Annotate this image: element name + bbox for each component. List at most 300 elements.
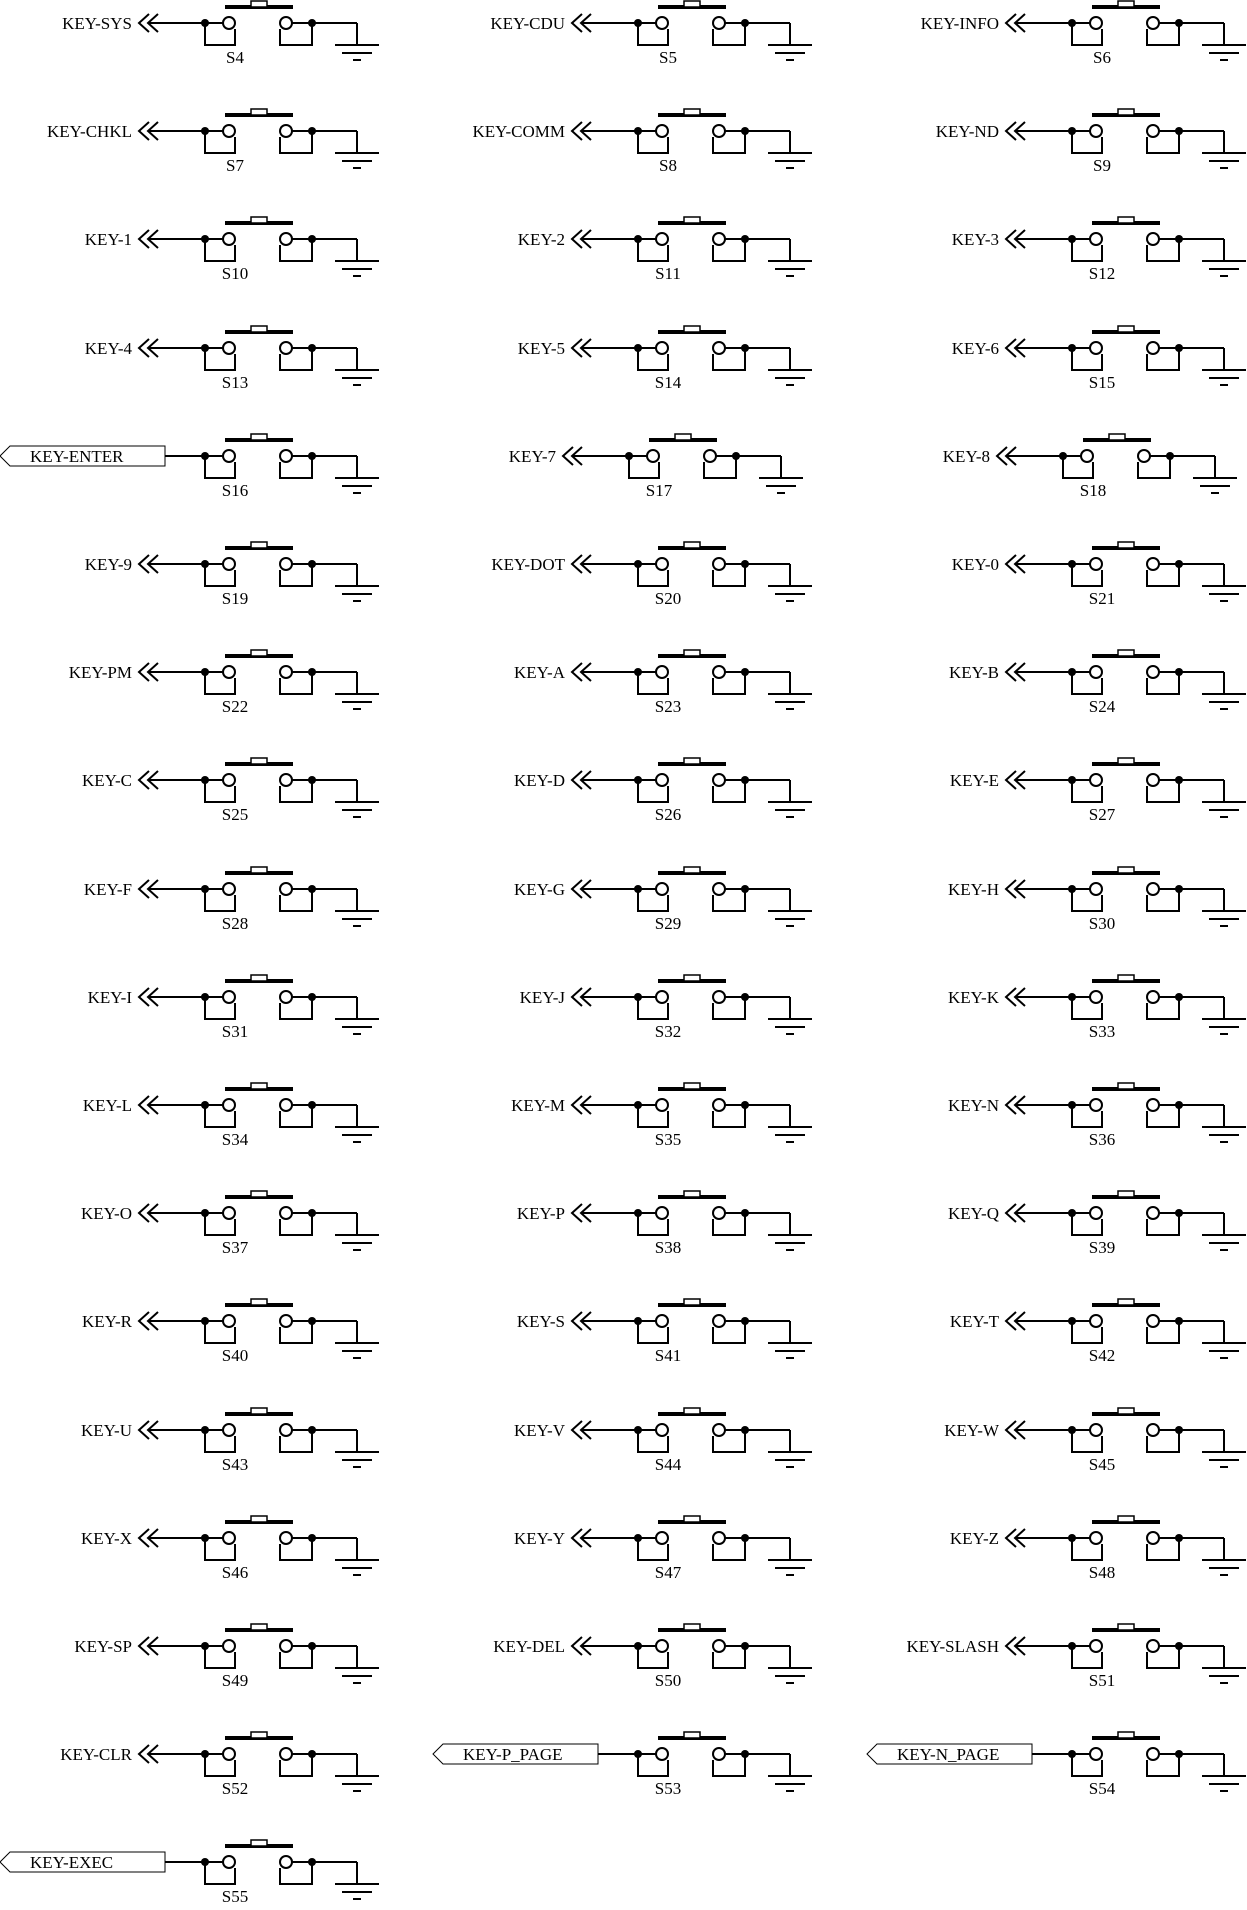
junction-dot <box>1175 668 1183 676</box>
ref-designator: S35 <box>654 1130 682 1149</box>
contact-icon <box>280 1315 292 1327</box>
actuator-button <box>684 1732 700 1738</box>
net-label: KEY-H <box>948 880 999 899</box>
ref-designator: S18 <box>1079 481 1107 500</box>
contact-icon <box>656 1748 668 1760</box>
ref-designator: S46 <box>221 1563 249 1582</box>
net-label: KEY-CDU <box>490 14 565 33</box>
contact-icon <box>280 666 292 678</box>
net-label: KEY-SP <box>74 1637 132 1656</box>
net-label: KEY-ND <box>935 122 999 141</box>
switch-s7[interactable] <box>47 109 379 175</box>
switch-s31[interactable] <box>88 975 379 1041</box>
ref-designator: S41 <box>654 1346 682 1365</box>
actuator-button <box>684 1408 700 1414</box>
junction-dot <box>308 1101 316 1109</box>
junction-dot <box>308 1426 316 1434</box>
contact-icon <box>223 991 235 1003</box>
contact-icon <box>1147 342 1159 354</box>
net-label: KEY-COMM <box>472 122 565 141</box>
contact-icon <box>223 558 235 570</box>
actuator-button <box>251 1732 267 1738</box>
switch-s22[interactable] <box>69 650 379 716</box>
net-label: KEY-INFO <box>920 14 999 33</box>
contact-icon <box>223 1315 235 1327</box>
junction-dot <box>308 452 316 460</box>
switch-s49[interactable] <box>74 1624 379 1690</box>
junction-dot <box>1175 885 1183 893</box>
contact-icon <box>656 991 668 1003</box>
contact-icon <box>1090 991 1102 1003</box>
net-label: KEY-E <box>949 771 999 790</box>
contact-icon <box>713 991 725 1003</box>
switch-s40[interactable] <box>82 1299 379 1365</box>
actuator-button <box>1118 217 1134 223</box>
contact-icon <box>1090 1315 1102 1327</box>
junction-dot <box>741 1750 749 1758</box>
contact-icon <box>1090 1207 1102 1219</box>
contact-icon <box>1147 883 1159 895</box>
contact-icon <box>713 233 725 245</box>
contact-icon <box>223 1207 235 1219</box>
ref-designator: S12 <box>1088 264 1116 283</box>
net-label: KEY-T <box>949 1312 999 1331</box>
ref-designator: S27 <box>1088 805 1116 824</box>
contact-icon <box>656 233 668 245</box>
switch-s50[interactable] <box>493 1624 812 1690</box>
ref-designator: S48 <box>1088 1563 1116 1582</box>
ref-designator: S51 <box>1088 1671 1116 1690</box>
contact-icon <box>280 1640 292 1652</box>
net-label: KEY-Z <box>949 1529 999 1548</box>
contact-icon <box>223 1748 235 1760</box>
actuator-button <box>1118 1299 1134 1305</box>
net-label: KEY-9 <box>84 555 132 574</box>
junction-dot <box>308 127 316 135</box>
net-label: KEY-SLASH <box>906 1637 999 1656</box>
contact-icon <box>223 17 235 29</box>
junction-dot <box>741 1209 749 1217</box>
ref-designator: S52 <box>221 1779 249 1798</box>
actuator-button <box>684 542 700 548</box>
switch-s36[interactable] <box>948 1083 1246 1149</box>
contact-icon <box>656 125 668 137</box>
ref-designator: S8 <box>659 156 677 175</box>
switch-s30[interactable] <box>948 867 1246 933</box>
switch-s52[interactable] <box>60 1732 379 1798</box>
contact-icon <box>1090 774 1102 786</box>
net-label: KEY-A <box>514 663 565 682</box>
ref-designator: S24 <box>1088 697 1116 716</box>
switch-s47[interactable] <box>514 1516 812 1582</box>
junction-dot <box>308 993 316 1001</box>
net-label: KEY-R <box>81 1312 132 1331</box>
ref-designator: S29 <box>654 914 682 933</box>
actuator-button <box>684 326 700 332</box>
net-label: KEY-N <box>948 1096 999 1115</box>
actuator-button <box>1118 542 1134 548</box>
ref-designator: S53 <box>654 1779 682 1798</box>
switch-s27[interactable] <box>950 758 1246 824</box>
switch-s51[interactable] <box>906 1624 1246 1690</box>
actuator-button <box>251 217 267 223</box>
contact-icon <box>1090 125 1102 137</box>
junction-dot <box>308 1750 316 1758</box>
contact-icon <box>223 1640 235 1652</box>
contact-icon <box>1081 450 1093 462</box>
net-label: KEY-7 <box>508 447 556 466</box>
switch-s15[interactable] <box>952 326 1246 392</box>
actuator-button <box>1118 1732 1134 1738</box>
contact-icon <box>656 342 668 354</box>
actuator-button <box>251 326 267 332</box>
junction-dot <box>308 668 316 676</box>
switch-s25[interactable] <box>82 758 379 824</box>
ref-designator: S31 <box>221 1022 249 1041</box>
switch-s24[interactable] <box>949 650 1246 716</box>
net-label: KEY-P_PAGE <box>463 1745 563 1764</box>
contact-icon <box>713 666 725 678</box>
junction-dot <box>741 560 749 568</box>
contact-icon <box>223 342 235 354</box>
switch-s41[interactable] <box>517 1299 812 1365</box>
junction-dot <box>741 344 749 352</box>
ref-designator: S40 <box>221 1346 249 1365</box>
net-label: KEY-4 <box>84 339 132 358</box>
ref-designator: S49 <box>221 1671 249 1690</box>
actuator-button <box>684 1083 700 1089</box>
net-label: KEY-S <box>516 1312 565 1331</box>
ref-designator: S19 <box>221 589 249 608</box>
contact-icon <box>713 1424 725 1436</box>
ref-designator: S42 <box>1088 1346 1116 1365</box>
switch-s32[interactable] <box>520 975 812 1041</box>
switch-s19[interactable] <box>85 542 379 608</box>
ref-designator: S34 <box>221 1130 249 1149</box>
contact-icon <box>1090 1424 1102 1436</box>
switch-s35[interactable] <box>511 1083 812 1149</box>
actuator-button <box>684 975 700 981</box>
actuator-button <box>675 434 691 440</box>
junction-dot <box>1175 1534 1183 1542</box>
switch-s4[interactable] <box>62 1 379 67</box>
ref-designator: S13 <box>221 373 249 392</box>
junction-dot <box>741 235 749 243</box>
junction-dot <box>732 452 740 460</box>
junction-dot <box>741 668 749 676</box>
actuator-button <box>1118 975 1134 981</box>
junction-dot <box>1175 1209 1183 1217</box>
contact-icon <box>280 991 292 1003</box>
contact-icon <box>713 125 725 137</box>
contact-icon <box>223 883 235 895</box>
switch-s20[interactable] <box>491 542 812 608</box>
junction-dot <box>308 1317 316 1325</box>
switch-s9[interactable] <box>936 109 1246 175</box>
net-label: KEY-C <box>81 771 132 790</box>
contact-icon <box>713 342 725 354</box>
junction-dot <box>308 776 316 784</box>
ref-designator: S4 <box>226 48 244 67</box>
contact-icon <box>280 1099 292 1111</box>
actuator-button <box>684 1624 700 1630</box>
contact-icon <box>656 558 668 570</box>
junction-dot <box>741 1101 749 1109</box>
net-label: KEY-V <box>514 1421 565 1440</box>
switch-s13[interactable] <box>85 326 379 392</box>
contact-icon <box>223 1424 235 1436</box>
ref-designator: S33 <box>1088 1022 1116 1041</box>
contact-icon <box>1147 558 1159 570</box>
junction-dot <box>1166 452 1174 460</box>
actuator-button <box>251 975 267 981</box>
contact-icon <box>280 17 292 29</box>
contact-icon <box>1090 883 1102 895</box>
contact-icon <box>223 774 235 786</box>
contact-icon <box>280 342 292 354</box>
contact-icon <box>1147 1424 1159 1436</box>
actuator-button <box>1118 1 1134 7</box>
ref-designator: S17 <box>645 481 673 500</box>
actuator-button <box>1109 434 1125 440</box>
switch-s46[interactable] <box>81 1516 379 1582</box>
contact-icon <box>1147 1315 1159 1327</box>
actuator-button <box>1118 1624 1134 1630</box>
net-label: KEY-SYS <box>62 14 132 33</box>
contact-icon <box>280 1424 292 1436</box>
net-label: KEY-2 <box>517 230 565 249</box>
junction-dot <box>1175 1317 1183 1325</box>
contact-icon <box>1090 558 1102 570</box>
actuator-button <box>251 1191 267 1197</box>
contact-icon <box>713 774 725 786</box>
switch-s37[interactable] <box>81 1191 379 1257</box>
contact-icon <box>713 1207 725 1219</box>
actuator-button <box>1118 1408 1134 1414</box>
junction-dot <box>308 1642 316 1650</box>
junction-dot <box>1175 19 1183 27</box>
contact-icon <box>1147 1640 1159 1652</box>
switch-s54[interactable] <box>867 1732 1246 1798</box>
net-label: KEY-O <box>81 1204 132 1223</box>
ref-designator: S11 <box>655 264 681 283</box>
contact-icon <box>656 666 668 678</box>
contact-icon <box>1090 1532 1102 1544</box>
actuator-button <box>251 1408 267 1414</box>
actuator-button <box>251 1083 267 1089</box>
ref-designator: S47 <box>654 1563 682 1582</box>
contact-icon <box>713 1640 725 1652</box>
switch-s23[interactable] <box>514 650 812 716</box>
junction-dot <box>308 1209 316 1217</box>
contact-icon <box>223 450 235 462</box>
net-label: KEY-ENTER <box>30 447 124 466</box>
actuator-button <box>684 1191 700 1197</box>
actuator-button <box>1118 758 1134 764</box>
net-label: KEY-L <box>82 1096 132 1115</box>
junction-dot <box>308 560 316 568</box>
net-label: KEY-0 <box>951 555 999 574</box>
contact-icon <box>1147 1532 1159 1544</box>
ref-designator: S36 <box>1088 1130 1116 1149</box>
actuator-button <box>251 1840 267 1846</box>
junction-dot <box>741 19 749 27</box>
actuator-button <box>251 542 267 548</box>
switch-s38[interactable] <box>517 1191 812 1257</box>
actuator-button <box>251 867 267 873</box>
switch-s29[interactable] <box>514 867 812 933</box>
contact-icon <box>1090 17 1102 29</box>
switch-s6[interactable] <box>921 1 1246 67</box>
contact-icon <box>1090 1748 1102 1760</box>
ref-designator: S16 <box>221 481 249 500</box>
junction-dot <box>741 776 749 784</box>
contact-icon <box>223 666 235 678</box>
ref-designator: S20 <box>654 589 682 608</box>
contact-icon <box>713 1748 725 1760</box>
actuator-button <box>251 758 267 764</box>
junction-dot <box>741 1317 749 1325</box>
contact-icon <box>713 1099 725 1111</box>
contact-icon <box>1147 17 1159 29</box>
actuator-button <box>251 1516 267 1522</box>
net-label: KEY-G <box>514 880 565 899</box>
switch-s34[interactable] <box>83 1083 379 1149</box>
contact-icon <box>1147 125 1159 137</box>
ref-designator: S22 <box>221 697 249 716</box>
junction-dot <box>1175 776 1183 784</box>
contact-icon <box>1147 991 1159 1003</box>
net-label: KEY-U <box>81 1421 132 1440</box>
junction-dot <box>308 235 316 243</box>
net-label: KEY-3 <box>951 230 999 249</box>
junction-dot <box>1175 993 1183 1001</box>
switch-s12[interactable] <box>952 217 1246 283</box>
net-label: KEY-Y <box>514 1529 565 1548</box>
contact-icon <box>1090 342 1102 354</box>
junction-dot <box>1175 1101 1183 1109</box>
actuator-button <box>684 109 700 115</box>
ref-designator: S32 <box>654 1022 682 1041</box>
switch-s44[interactable] <box>514 1408 812 1474</box>
switch-s39[interactable] <box>948 1191 1246 1257</box>
net-label: KEY-N_PAGE <box>897 1745 1000 1764</box>
ref-designator: S43 <box>221 1455 249 1474</box>
junction-dot <box>741 127 749 135</box>
actuator-button <box>684 1299 700 1305</box>
contact-icon <box>1147 666 1159 678</box>
switch-s26[interactable] <box>514 758 812 824</box>
net-label: KEY-I <box>87 988 132 1007</box>
ref-designator: S7 <box>226 156 244 175</box>
contact-icon <box>223 1856 235 1868</box>
switch-s16[interactable] <box>0 434 379 500</box>
contact-icon <box>1090 1640 1102 1652</box>
net-label: KEY-P <box>516 1204 565 1223</box>
ref-designator: S21 <box>1088 589 1116 608</box>
ref-designator: S14 <box>654 373 682 392</box>
contact-icon <box>647 450 659 462</box>
actuator-button <box>684 1516 700 1522</box>
contact-icon <box>713 883 725 895</box>
contact-icon <box>280 1207 292 1219</box>
actuator-button <box>1118 109 1134 115</box>
actuator-button <box>684 1 700 7</box>
contact-icon <box>704 450 716 462</box>
junction-dot <box>1175 1750 1183 1758</box>
net-label: KEY-6 <box>951 339 999 358</box>
actuator-button <box>684 867 700 873</box>
switch-s28[interactable] <box>84 867 379 933</box>
actuator-button <box>251 109 267 115</box>
junction-dot <box>308 1534 316 1542</box>
junction-dot <box>741 1534 749 1542</box>
contact-icon <box>1147 233 1159 245</box>
actuator-button <box>251 434 267 440</box>
switch-s8[interactable] <box>472 109 812 175</box>
actuator-button <box>684 650 700 656</box>
switch-s48[interactable] <box>950 1516 1246 1582</box>
actuator-button <box>251 650 267 656</box>
switch-s17[interactable] <box>509 434 803 500</box>
contact-icon <box>280 1532 292 1544</box>
switch-s18[interactable] <box>943 434 1237 500</box>
junction-dot <box>1175 1642 1183 1650</box>
net-label: KEY-X <box>81 1529 132 1548</box>
switch-s43[interactable] <box>81 1408 379 1474</box>
actuator-button <box>1118 867 1134 873</box>
junction-dot <box>1175 127 1183 135</box>
contact-icon <box>1147 774 1159 786</box>
contact-icon <box>280 558 292 570</box>
actuator-button <box>1118 1516 1134 1522</box>
net-label: KEY-5 <box>517 339 565 358</box>
contact-icon <box>1090 666 1102 678</box>
actuator-button <box>1118 326 1134 332</box>
ref-designator: S37 <box>221 1238 249 1257</box>
contact-icon <box>656 17 668 29</box>
actuator-button <box>251 1 267 7</box>
switch-s53[interactable] <box>433 1732 812 1798</box>
switch-s55[interactable] <box>0 1840 379 1906</box>
switch-s42[interactable] <box>950 1299 1246 1365</box>
contact-icon <box>1138 450 1150 462</box>
junction-dot <box>741 1426 749 1434</box>
switch-s33[interactable] <box>948 975 1246 1041</box>
ref-designator: S55 <box>221 1887 249 1906</box>
switch-s21[interactable] <box>952 542 1246 608</box>
actuator-button <box>684 758 700 764</box>
junction-dot <box>1175 235 1183 243</box>
contact-icon <box>280 1748 292 1760</box>
contact-icon <box>1147 1207 1159 1219</box>
junction-dot <box>308 885 316 893</box>
contact-icon <box>1090 233 1102 245</box>
net-label: KEY-F <box>83 880 132 899</box>
net-label: KEY-Q <box>948 1204 999 1223</box>
contact-icon <box>280 1856 292 1868</box>
net-label: KEY-CHKL <box>47 122 132 141</box>
switch-s11[interactable] <box>518 217 812 283</box>
ref-designator: S45 <box>1088 1455 1116 1474</box>
switch-s14[interactable] <box>518 326 812 392</box>
contact-icon <box>280 233 292 245</box>
switch-s5[interactable] <box>490 1 812 67</box>
switch-s45[interactable] <box>944 1408 1246 1474</box>
actuator-button <box>1118 650 1134 656</box>
switch-s10[interactable] <box>85 217 379 283</box>
junction-dot <box>1175 560 1183 568</box>
